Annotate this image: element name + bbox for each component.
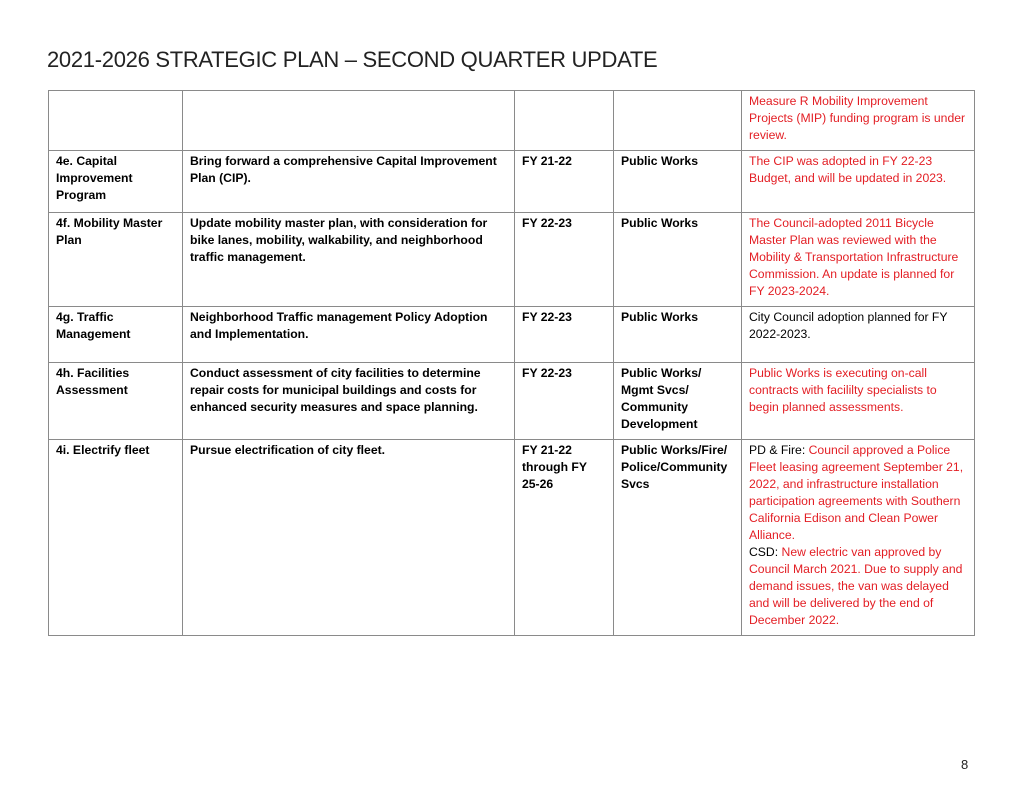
table-row: [49, 440, 975, 636]
strategic-plan-table: [48, 90, 975, 636]
status-cell: City Council adoption planned for FY 2022-2023.: [742, 307, 975, 363]
department-cell: Public Works/Fire/ Police/Community Svcs: [614, 440, 742, 636]
action-cell: Bring forward a comprehensive Capital Improvement Plan (CIP).: [183, 151, 515, 213]
page-title: 2021-2026 STRATEGIC PLAN – SECOND QUARTER UPDATE: [47, 47, 658, 72]
table-row: [49, 363, 975, 440]
timeline-cell: FY 22-23: [515, 307, 614, 363]
table-row: [49, 307, 975, 363]
goal-id-cell: 4g. Traffic Management: [49, 307, 183, 363]
status-cell: [742, 440, 975, 636]
empty-cell: [515, 91, 614, 151]
department-cell: Public Works: [614, 307, 742, 363]
department-cell: Public Works/ Mgmt Svcs/ Community Development: [614, 363, 742, 440]
pd-fire-status: Council approved a Police Fleet leasing agreement September 21, 2022, and infrastructure installation participation agreements with Southern California Edison and Clean Power Alliance.: [749, 443, 964, 542]
timeline-cell: FY 22-23: [515, 363, 614, 440]
goal-id-cell: 4e. Capital Improvement Program: [49, 151, 183, 213]
table-row: [49, 213, 975, 307]
timeline-cell: FY 21-22 through FY 25-26: [515, 440, 614, 636]
action-cell: Pursue electrification of city fleet.: [183, 440, 515, 636]
status-cell: Measure R Mobility Improvement Projects (MIP) funding program is under review.: [742, 91, 975, 151]
goal-id-cell: 4i. Electrify fleet: [49, 440, 183, 636]
empty-cell: [183, 91, 515, 151]
department-cell: Public Works: [614, 151, 742, 213]
action-cell: Update mobility master plan, with consideration for bike lanes, mobility, walkability, and neighborhood traffic management.: [183, 213, 515, 307]
table-row: [49, 91, 975, 151]
table-row: [49, 151, 975, 213]
department-cell: Public Works: [614, 213, 742, 307]
pd-fire-label: PD & Fire:: [749, 443, 806, 457]
status-cell: The Council-adopted 2011 Bicycle Master Plan was reviewed with the Mobility & Transportation Infrastructure Commission. An update is planned for FY 2023-2024.: [742, 213, 975, 307]
status-cell: The CIP was adopted in FY 22-23 Budget, and will be updated in 2023.: [742, 151, 975, 213]
page-number: 8: [961, 757, 969, 772]
goal-id-cell: 4f. Mobility Master Plan: [49, 213, 183, 307]
csd-label: CSD:: [749, 545, 779, 559]
status-cell: Public Works is executing on-call contracts with facililty specialists to begin planned assessments.: [742, 363, 975, 440]
action-cell: Conduct assessment of city facilities to determine repair costs for municipal buildings and costs for enhanced security measures and space planning.: [183, 363, 515, 440]
csd-status: New electric van approved by Council March 2021. Due to supply and demand issues, the van was delayed and will be delivered by the end of December 2022.: [749, 545, 963, 627]
goal-id-cell: 4h. Facilities Assessment: [49, 363, 183, 440]
action-cell: Neighborhood Traffic management Policy Adoption and Implementation.: [183, 307, 515, 363]
timeline-cell: FY 21-22: [515, 151, 614, 213]
timeline-cell: FY 22-23: [515, 213, 614, 307]
empty-cell: [49, 91, 183, 151]
empty-cell: [614, 91, 742, 151]
